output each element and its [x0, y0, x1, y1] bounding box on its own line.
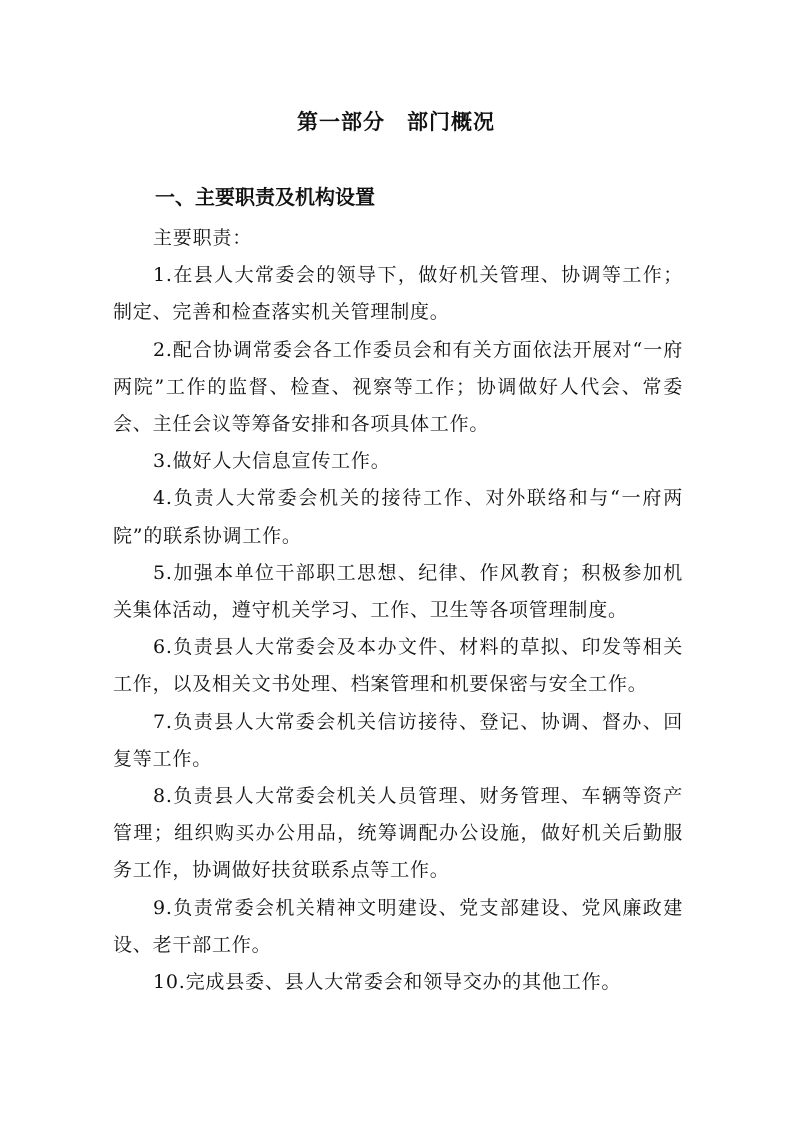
- duty-item-7: 7.负责县人大常委会机关信访接待、登记、协调、督办、回复等工作。: [113, 710, 683, 770]
- duty-item-5: 5.加强本单位干部职工思想、纪律、作风教育；积极参加机关集体活动，遵守机关学习、工作、卫生等各项管理制度。: [113, 561, 683, 622]
- body-text: [113, 220, 683, 1001]
- duty-item-8: 8.负责县人大常委会机关人员管理、财务管理、车辆等资产管理；组织购买办公用品，统筹调配办公设施，做好机关后勤服务工作，协调做好扶贫联系点等工作。: [113, 785, 683, 882]
- duty-item-3: 3.做好人大信息宣传工作。: [153, 450, 391, 473]
- page-title: 第一部分 部门概况: [297, 110, 495, 134]
- section-heading: 一、主要职责及机构设置: [155, 185, 375, 209]
- duty-item-9: 9.负责常委会机关精神文明建设、党支部建设、党风廉政建设、老干部工作。: [113, 896, 683, 956]
- duty-item-1: 1.在县人大常委会的领导下，做好机关管理、协调等工作；制定、完善和检查落实机关管理制度。: [113, 264, 683, 324]
- duty-item-4: 4.负责人大常委会机关的接待工作、对外联络和与“一府两院”的联系协调工作。: [113, 487, 683, 547]
- duty-item-6: 6.负责县人大常委会及本办文件、材料的草拟、印发等相关工作，以及相关文书处理、档案管理和机要保密与安全工作。: [113, 636, 683, 696]
- duty-item-2: 2.配合协调常委会各工作委员会和有关方面依法开展对“一府两院”工作的监督、检查、视察等工作；协调做好人代会、常委会、主任会议等筹备安排和各项具体工作。: [113, 338, 683, 436]
- duty-item-10: 10.完成县委、县人大常委会和领导交办的其他工作。: [153, 971, 622, 994]
- intro-label: 主要职责：: [153, 227, 253, 249]
